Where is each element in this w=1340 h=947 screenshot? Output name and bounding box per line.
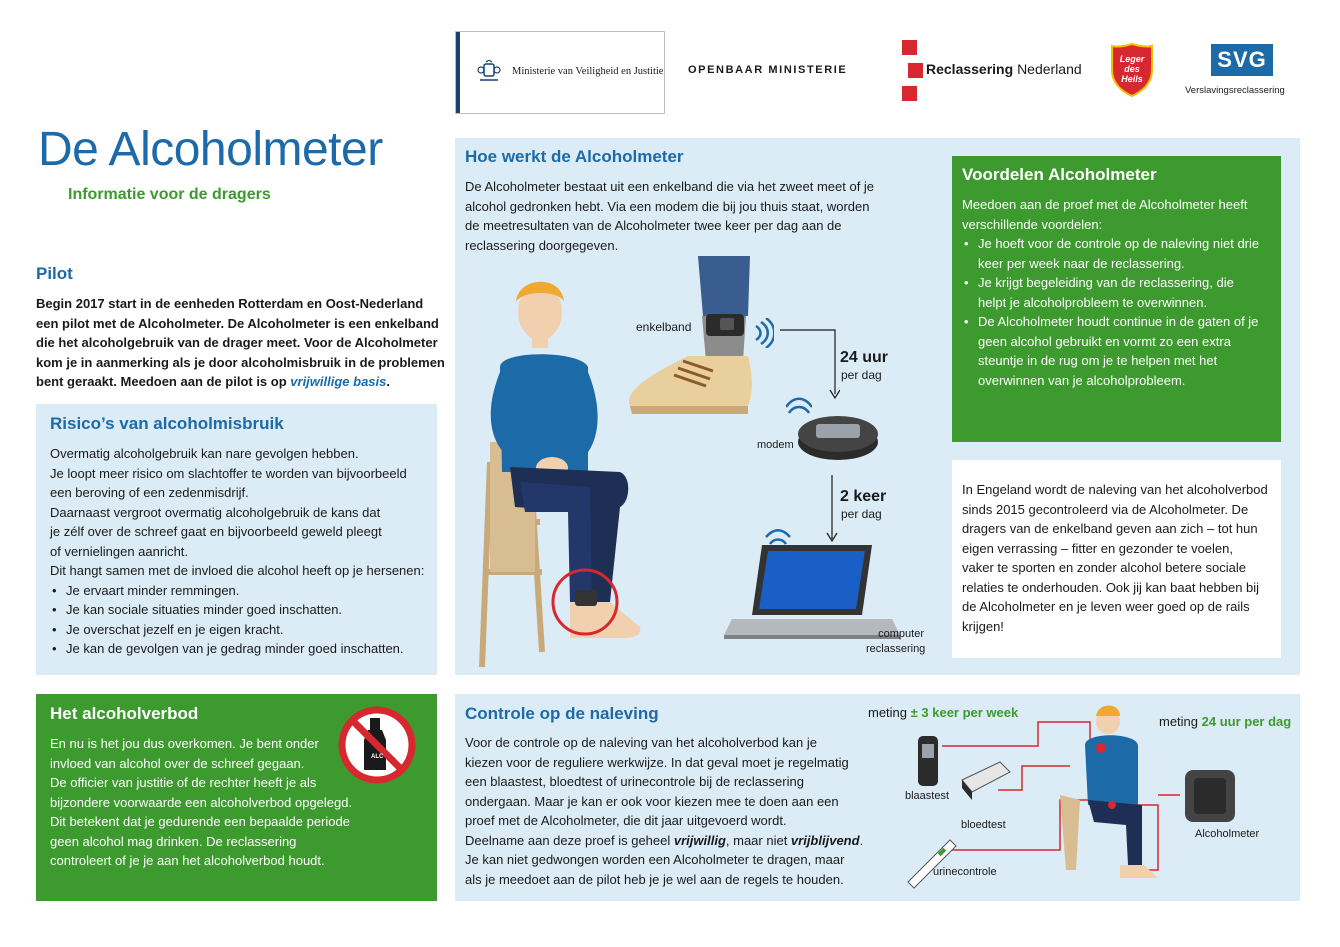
label-blaastest: blaastest: [905, 790, 950, 802]
controle-line: ondergaan. Maar je kan er ook voor kiezen mee te doen aan een: [465, 793, 839, 809]
voordelen-intro: Meedoen aan de proef met de Alcoholmeter heeft verschillende voordelen:: [962, 197, 1248, 232]
logo-ministerie: [455, 31, 665, 114]
voordelen-list: [962, 234, 1262, 390]
label-modem: modem: [757, 439, 794, 451]
verbod-box: [36, 694, 437, 901]
modem-illustration: [796, 410, 880, 462]
list-item: • Je overschat jezelf en je eigen kracht.: [50, 620, 435, 640]
risicos-line: Je loopt meer risico om slachtoffer te worden van bijvoorbeeld: [50, 465, 407, 481]
meting-dag-a: meting: [1159, 714, 1202, 729]
ankle-band-illustration: [628, 256, 753, 416]
pilot-text: [36, 294, 446, 392]
label-computer-2: reclassering: [866, 643, 926, 655]
risicos-box: [36, 404, 437, 675]
meting-dag-b: 24 uur per dag: [1201, 714, 1292, 729]
text-vrijblijvend: vrijblijvend: [790, 832, 860, 848]
label-urinecontrole: urinecontrole: [933, 866, 997, 878]
controle-line: als je meedoet aan de pilot heb je je wel aan de regels te houden.: [465, 871, 844, 887]
reclassering-light: Nederland: [1017, 61, 1082, 77]
meting-week-b: ± 3 keer per week: [910, 705, 1019, 720]
list-item: • Je krijgt begeleiding van de reclassering, die helpt je alcoholprobleem te overwinnen.: [962, 273, 1262, 312]
reclassering-bold: Reclassering: [926, 61, 1014, 77]
list-item: • Je kan de gevolgen van je gedrag minder goed inschatten.: [50, 639, 435, 659]
pilot-body: Begin 2017 start in de eenheden Rotterdam en Oost-Nederland een pilot met de Alcoholmeter. De Alcoholmeter is een enkelband die het alcoholgebruik van de drager meet. Voor de Alcoholmeter kom je in aanmerking als je door alcoholmisbruik in de problemen bent geraakt. Meedoen aan de pilot is op: [36, 296, 445, 389]
logo-reclassering: [902, 40, 1092, 102]
controle-line: een blaastest, bloedtest of urinecontrole bij de reclassering: [465, 774, 804, 789]
pilot-heading: Pilot: [36, 264, 73, 283]
text-span: .: [859, 832, 864, 848]
logo-openbaar-ministerie: OPENBAAR MINISTERIE: [688, 64, 848, 76]
risicos-line: Dit hangt samen met de invloed die alcohol heeft op je hersenen:: [50, 563, 425, 578]
risicos-heading: Risico’s van alcoholmisbruik: [50, 414, 284, 433]
list-item: • Je ervaart minder remmingen.: [50, 581, 435, 601]
verbod-line: geen alcohol mag drinken. De reclassering: [50, 833, 297, 849]
verbod-line: En nu is het jou dus overkomen. Je bent onder: [50, 736, 319, 751]
voordelen-text: [962, 195, 1262, 390]
label-computer: [866, 628, 924, 655]
controle-line-emphasis: [465, 831, 865, 851]
controle-line: Je kan niet gedwongen worden een Alcoholmeter te dragen, maar: [465, 852, 845, 867]
pilot-end: .: [386, 374, 391, 389]
meting-week-a: meting: [868, 705, 911, 720]
label-bloedtest: bloedtest: [961, 819, 1006, 831]
controle-line: kiezen voor de reguliere werkwijze. In dat geval moet je regelmatig: [465, 754, 849, 770]
hoe-werkt-heading: Hoe werkt de Alcoholmeter: [465, 147, 684, 166]
flow2-big: 2 keer: [840, 488, 887, 505]
svg-logo-mark: SVG: [1211, 44, 1273, 76]
pilot-link[interactable]: vrijwillige basis: [290, 374, 387, 389]
flow-arrow-2: [826, 475, 838, 545]
verbod-line: De officier van justitie of de rechter heeft je als: [50, 775, 317, 790]
risicos-line: je zélf over de schreef gaat en bijvoorbeeld geweld pleegt: [50, 524, 382, 539]
text-span: , maar niet: [725, 832, 791, 848]
verbod-line: Dit betekent dat je gedurende een bepaalde periode: [50, 814, 350, 829]
risicos-line: Overmatig alcoholgebruik kan nare gevolgen hebben.: [50, 446, 359, 461]
risicos-line: Daarnaast vergroot overmatig alcoholgebruik de kans dat: [50, 504, 381, 520]
controle-heading: Controle op de naleving: [465, 704, 659, 723]
leger-logo-text: Leger des Heils: [1119, 54, 1145, 84]
list-item: • De Alcoholmeter houdt continue in de gaten of je geen alcohol gebruikt en vormt zo een extra steuntje in de rug om je te helpen met het overwinnen van je alcoholprobleem.: [962, 312, 1262, 390]
page-title: De Alcoholmeter: [38, 123, 383, 176]
verbod-line: invloed van alcohol over de schreef gegaan.: [50, 755, 305, 771]
verbod-line: controleert of je je aan het alcoholverbod houdt.: [50, 853, 325, 868]
voordelen-heading: Voordelen Alcoholmeter: [962, 165, 1157, 184]
logo-svg: [1185, 44, 1305, 99]
risicos-list: [50, 581, 435, 659]
risicos-line: of vernielingen aanricht.: [50, 543, 189, 559]
verbod-line: bijzondere voorwaarde een alcoholverbod opgelegd.: [50, 794, 353, 810]
engeland-box: [952, 460, 1281, 658]
seated-person-illustration: [470, 272, 645, 667]
label-alcoholmeter: Alcoholmeter: [1195, 828, 1260, 840]
voordelen-box: [952, 156, 1281, 442]
controle-line: proef met de Alcoholmeter, die dit jaar uitgevoerd wordt.: [465, 813, 787, 828]
coat-of-arms-icon: [476, 60, 502, 84]
page-subtitle: Informatie voor de dragers: [68, 186, 271, 203]
flow1-small: per dag: [841, 368, 882, 382]
svg-logo-sub: Verslavingsreclassering: [1185, 85, 1285, 96]
controle-text: [465, 733, 865, 889]
label-computer-1: computer: [878, 628, 924, 640]
list-item: • Je hoeft voor de controle op de naleving niet drie keer per week naar de reclassering.: [962, 234, 1262, 273]
verbod-text: [50, 734, 370, 871]
risicos-text: [50, 444, 435, 659]
flow1-big: 24 uur: [840, 349, 889, 366]
label-enkelband: enkelband: [636, 320, 692, 334]
text-span: Deelname aan deze proef is geheel: [465, 832, 674, 848]
no-alcohol-icon: [338, 706, 416, 784]
laptop-illustration: [722, 545, 902, 640]
logo-leger-des-heils: [1109, 42, 1155, 98]
flow2-small: per dag: [841, 507, 882, 521]
flow-arrow-1: [780, 326, 840, 401]
ministerie-logo-text: Ministerie van Veiligheid en Justitie: [512, 66, 664, 77]
verbod-heading: Het alcoholverbod: [50, 704, 199, 723]
engeland-text: In Engeland wordt de naleving van het alcoholverbod sinds 2015 gecontroleerd via de Alcoholmeter. De dragers van de enkelband geven aan zich – tot hun eigen verrassing – fitter en gezonder te voelen, vaker te sporten en zonder alcohol betere sociale relaties te onderhouden. Ook jij kan baat hebben bij de Alcoholmeter en je leven weer goed op de rails krijgen!: [962, 482, 1268, 634]
wifi-icon: [752, 318, 774, 348]
controle-line: Voor de controle op de naleving van het alcoholverbod kan je: [465, 735, 817, 750]
risicos-line: een beroving of een zedenmisdrijf.: [50, 485, 249, 500]
hoe-werkt-text: De Alcoholmeter bestaat uit een enkelband die via het zweet meet of je alcohol gedronken hebt. Via een modem die bij jou thuis staat, worden de meetresultaten van de Alcoholmeter twee keer per dag aan de reclassering doorgegeven.: [465, 179, 875, 253]
bottle-label: ALC: [371, 754, 384, 760]
wifi-icon: [764, 524, 792, 546]
text-vrijwillig: vrijwillig: [673, 832, 726, 848]
list-item: • Je kan sociale situaties minder goed inschatten.: [50, 600, 435, 620]
